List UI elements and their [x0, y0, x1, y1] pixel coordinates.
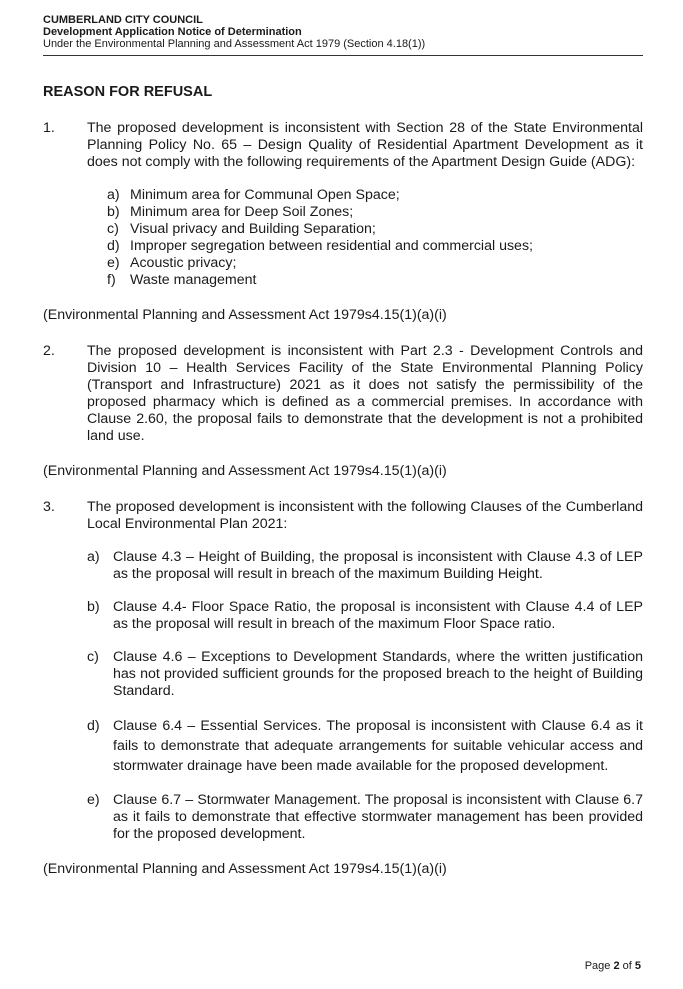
list-text: Minimum area for Communal Open Space;	[130, 187, 400, 203]
reason-number: 3.	[43, 499, 55, 515]
act-line: Under the Environmental Planning and Assessment Act 1979 (Section 4.18(1))	[43, 38, 426, 50]
reason-1	[43, 120, 643, 289]
list-text: Waste management	[130, 272, 257, 288]
list-letter: f)	[107, 272, 116, 288]
list-item	[87, 716, 643, 776]
notice-title: Development Application Notice of Determination	[43, 26, 302, 38]
list-item	[107, 221, 643, 238]
list-item	[87, 649, 643, 700]
reason-text: The proposed development is inconsistent with Section 28 of the State Environmental Planning Policy No. 65 – Design Quality of Residential Apartment Development as it does not comply with the following requirements of the Apartment Design Guide (ADG):	[87, 120, 643, 170]
act-reference: (Environmental Planning and Assessment Act 1979s4.15(1)(a)(i)	[43, 861, 447, 877]
list-letter: e)	[107, 255, 120, 271]
list-text: Clause 6.4 – Essential Services. The proposal is inconsistent with Clause 6.4 as it fails to demonstrate that adequate arrangements for suitable vehicular access and stormwater drainage have been made available for the proposed development.	[113, 718, 643, 774]
reason-text: The proposed development is inconsistent with the following Clauses of the Cumberland Local Environmental Plan 2021:	[87, 499, 643, 532]
list-text: Clause 4.3 – Height of Building, the proposal is inconsistent with Clause 4.3 of LEP as the proposal will result in breach of the maximum Building Height.	[113, 549, 643, 582]
list-text: Clause 4.4- Floor Space Ratio, the proposal is inconsistent with Clause 4.4 of LEP as the proposal will result in breach of the maximum Floor Space ratio.	[113, 599, 643, 632]
list-text: Visual privacy and Building Separation;	[130, 221, 376, 237]
list-letter: a)	[87, 549, 100, 565]
of-label: of	[619, 960, 635, 972]
header-divider	[43, 55, 643, 56]
list-item	[107, 255, 643, 272]
act-reference: (Environmental Planning and Assessment Act 1979s4.15(1)(a)(i)	[43, 463, 447, 479]
list-item	[107, 187, 643, 204]
list-letter: b)	[87, 599, 100, 615]
list-item	[87, 549, 643, 583]
council-name: CUMBERLAND CITY COUNCIL	[43, 14, 203, 26]
reason-number: 1.	[43, 120, 55, 136]
list-letter: b)	[107, 204, 120, 220]
reason-text: The proposed development is inconsistent with Part 2.3 - Development Controls and Division 10 – Health Services Facility of the State Environmental Planning Policy (Transport and Infrastructure) 2021 as it does not satisfy the permissibility of the proposed pharmacy which is defined as a commercial premises. In accordance with Clause 2.60, the proposal fails to demonstrate that the development is not a prohibited land use.	[87, 343, 643, 444]
page-heading: REASON FOR REFUSAL	[43, 84, 213, 100]
list-text: Improper segregation between residential and commercial uses;	[130, 238, 533, 254]
list-letter: c)	[107, 221, 119, 237]
act-reference: (Environmental Planning and Assessment Act 1979s4.15(1)(a)(i)	[43, 307, 447, 323]
list-item	[107, 272, 643, 289]
list-text: Clause 4.6 – Exceptions to Development Standards, where the written justification has not provided sufficient grounds for the proposed breach to the height of Building Standard.	[113, 649, 643, 699]
page-current: 2	[613, 960, 620, 972]
page-label: Page	[584, 960, 614, 972]
page-total: 5	[634, 960, 641, 972]
list-item	[107, 238, 643, 255]
reason-3	[43, 499, 643, 843]
reason-number: 2.	[43, 343, 55, 359]
list-text: Clause 6.7 – Stormwater Management. The proposal is inconsistent with Clause 6.7 as it fails to demonstrate that effective stormwater management has been provided for the proposed development.	[113, 792, 643, 842]
list-letter: c)	[87, 649, 99, 665]
list-item	[87, 599, 643, 633]
document-body	[43, 84, 643, 897]
list-text: Minimum area for Deep Soil Zones;	[130, 204, 354, 220]
list-text: Acoustic privacy;	[130, 255, 237, 271]
list-letter: a)	[107, 187, 120, 203]
list-letter: d)	[107, 238, 120, 254]
document-header	[43, 14, 643, 50]
list-letter: e)	[87, 792, 100, 808]
page-number	[585, 960, 641, 972]
list-item	[87, 792, 643, 843]
list-letter: d)	[87, 718, 100, 734]
reason-1-list	[87, 187, 643, 289]
reason-2	[43, 343, 643, 445]
list-item	[107, 204, 643, 221]
